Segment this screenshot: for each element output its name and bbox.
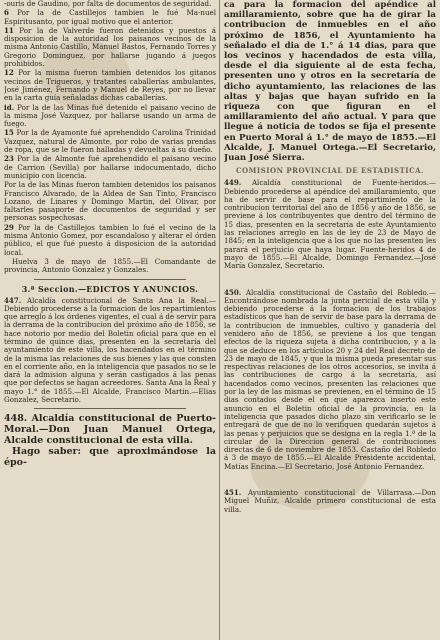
left-entry bbox=[4, 155, 216, 180]
notice-text: Ayuntamiento constitucional de Villarrasa.—Don Miguel Muñiz, Alcalde primero constitucional de esta villa. bbox=[224, 488, 436, 514]
entry-text: Por la de las Minas fué detenido el paisano vecino de la misma José Vazquez, por hallarse usando un arma de fuego. bbox=[4, 102, 216, 129]
left-entry bbox=[4, 0, 216, 8]
column-divider bbox=[219, 0, 220, 640]
entry-text: Por la de Castillejos tambien le fué Ma-nuel Espiritusanto, por igual motivo que el anterior. bbox=[4, 8, 216, 26]
entry-number: 23 bbox=[4, 154, 14, 164]
section-title: 3.ª Seccion.—EDICTOS Y ANUNCIOS. bbox=[21, 283, 199, 294]
closing-signature: Huelva 3 de mayo de 1855.—El Comandante de provincia, Antonio Gonzalez y Gonzales. bbox=[4, 256, 216, 275]
left-entry bbox=[4, 181, 216, 222]
notice-text-continued: Hago saber: que aproximándose la épo- bbox=[4, 446, 216, 469]
entry-number: 29 bbox=[4, 222, 14, 232]
entry-text: Por la de Castillejos tambien lo fué el vecino de la misma Antonio Gomez, por escandaloso y alterar el órden público, el que fué puesto á disposicion de la autoridad local. bbox=[4, 222, 216, 257]
left-entry bbox=[4, 129, 216, 154]
entry-text: Por la misma fueron tambien detenidos los gitanos vecinos de Trigueros, y tratantes caballerías ambulantes, José Jiménez, Fernando y Manuel de Reyes, por no llevar en la carta guía señaladas dichas caballerías. bbox=[4, 68, 216, 103]
left-entry bbox=[4, 104, 216, 129]
notice-text: Alcaldía constitucional de Castaño del Robledo.—Encontrándose nombrada la junta pericial de esta villa y debiendo procederse á la formacion de los trabajos estadísticos que han de servir de base para la derrama de la contribucion de inmuebles, cultivo y ganadería del venidero año de 1856, se previene á los que tengan efectos de la riqueza sujeta á dicha contribucion, y a la que se deduce en los artículos 20 y 24 del Real decreto de 23 de mayo de 1845, y que la misma pueda presentar sus respectivas relaciones de los otros accesorios, se invita á las contribuciones de cargo á la secretaría, así hacendados como vecinos, presenten las relaciones que por la ley de las mismas se previenen, en el término de 15 dias contados desde el en que aparezca inserto este anuncio en el Boletin oficial de la provincia, en la inteligencia que pasados dicho plazo sin verificarlo se le entregará de que de no lo verifiquen quedarán sujetos á las penas y perjuicios que se designa en la regla 1.ª de la circular de la Direccion general de contribuciones directas de 6 de noviembre de 1853. Castaño del Robledo á 3 de mayo de 1855.—El Alcalde Presidente accidental, Matías Encina.—El Secretario, José Antonio Fernandez. bbox=[224, 287, 436, 471]
notice-text: Alcaldía constitucional de Santa Ana la Real.—Debiendo procederse á la formacion de los repartimientos que arreglo á los órdenes vigentes, el cual á de servir para la derrama de la contribucion del próximo año de 1856, se hace notorio por medio del Boletin oficial para que en el término de quince dias, presenten en la secretaría del ayuntamiento de este villa, los hacendados en el término de la misma las relaciones de sus bienes y las que consten en el corriente año, en la inteligencia que pasados no se le dará la admision alguna y serán castigados á las penas que por defectos se hagan acreedores. Santa Ana la Real y mayo 1.° de 1855.—El Alcalde, Francisco Martin.—Elias Gonzalez, Secretario. bbox=[4, 295, 216, 405]
notice-447 bbox=[4, 297, 216, 405]
left-entry bbox=[4, 27, 216, 68]
banner-heading: COMISION PROVINCIAL DE ESTADISTICA. bbox=[235, 166, 425, 176]
separator-rule bbox=[34, 408, 186, 409]
notice-number: 451. bbox=[224, 488, 242, 498]
notice-449 bbox=[224, 179, 436, 270]
notice-number: 447. bbox=[4, 295, 22, 305]
left-entry bbox=[4, 69, 216, 102]
right-column bbox=[224, 0, 436, 640]
entry-number: id. bbox=[4, 102, 15, 112]
notice-448-continuation: ca para la formacion del apéndice al amillaramiento, sobre que ha de girar la contribucion de inmuebles en el año próximo de 1856, el Ayuntamiento ha señalado el dia de 1.° á 14 dias, para que los vecinos y hacendados de esta villa, desde el dia siguiente al de esta fecha, presenten uno y otros en la secretaría de dicho ayuntamiento, las relaciones de las altas y bajas que hayan sufrido en la riqueza con que figuran en el amillaramiento del año actual. Y para que llegue á noticia de todos se fija el presente en Puerto Moral á 1.° de mayo de 1855.—El Alcalde, J. Manuel Ortega.—El Secretario, Juan José Sierra. bbox=[224, 0, 436, 164]
notice-number: 450. bbox=[224, 287, 242, 297]
entry-text: Por la de las Minas fueron tambien detenidos los paisanos Francisco Alvarado, de la Aldea de San Tinto, Francisco Lozano, de Linares y Domingo Martin, del Olivar, por faltarles pasaporte de documentos de seguridad y ser personas sospechosas. bbox=[4, 180, 216, 223]
separator-rule bbox=[34, 279, 186, 280]
entry-number: 15 bbox=[4, 128, 14, 138]
notice-text: Alcaldía constitucional de Fuente-heridos.—Debiendo procederse al apéndice del amillaramiento, que ha de servir de base para el repartimiento de la contribucion territorial del año de 1856 y año de 1856, se previene á los contribuyentes que dentro del término de 15 dias, presenten en la secretaría de este Ayuntamiento las relaciones arreglo en las de ley de 23 de Mayo de 1845; en la inteligencia que á los que no las presenten les parará el perjuicio que haya lugar. Fuente-heridos 4 de mayo de 1855.—El Alcalde, Domingo Fernandez.—José María Gonzalez, Secretario. bbox=[224, 178, 436, 271]
entry-text: Por la de Almonte fué aprehendido el paisano vecino de Carrion (Sevilla) por hallarse indocumentado, dicho municipio con licencia. bbox=[4, 154, 216, 180]
left-entry bbox=[4, 9, 216, 26]
notice-450 bbox=[224, 289, 436, 472]
entry-text: Por la de Valverde fueron detenidos y puestos á disposicion de la autoridad los paisanos vecinos de la misma Antonio Castillo, Manuel Bastos, Fernando Torres y Gregorio Dominguez, por hallarse jugando á juegos prohibidos. bbox=[4, 25, 216, 69]
entry-text: Por la de Ayamonte fué aprehendido Carolina Trinidad Vazquez, natural de Almonte, por robo de varias prendas de ropa, que se le fueron halladas y devueltas á su dueño. bbox=[4, 128, 216, 155]
notice-number: 449. bbox=[224, 178, 242, 188]
notice-text: Alcaldía constitucional de Puerto-Moral.—Don Juan Manuel Ortega, Alcalde constitucional de esta villa. bbox=[4, 413, 216, 447]
left-column bbox=[4, 0, 216, 640]
left-entry bbox=[4, 224, 216, 257]
entry-text: -ouris de Gaudino, por falta de documentos de seguridad. bbox=[4, 0, 212, 8]
notice-451 bbox=[224, 489, 436, 514]
notice-number: 448. bbox=[4, 413, 28, 425]
entry-number: 11 bbox=[4, 25, 14, 35]
entry-number: 6 bbox=[4, 8, 9, 18]
notice-448 bbox=[4, 413, 216, 468]
entry-number: 12 bbox=[4, 68, 14, 78]
